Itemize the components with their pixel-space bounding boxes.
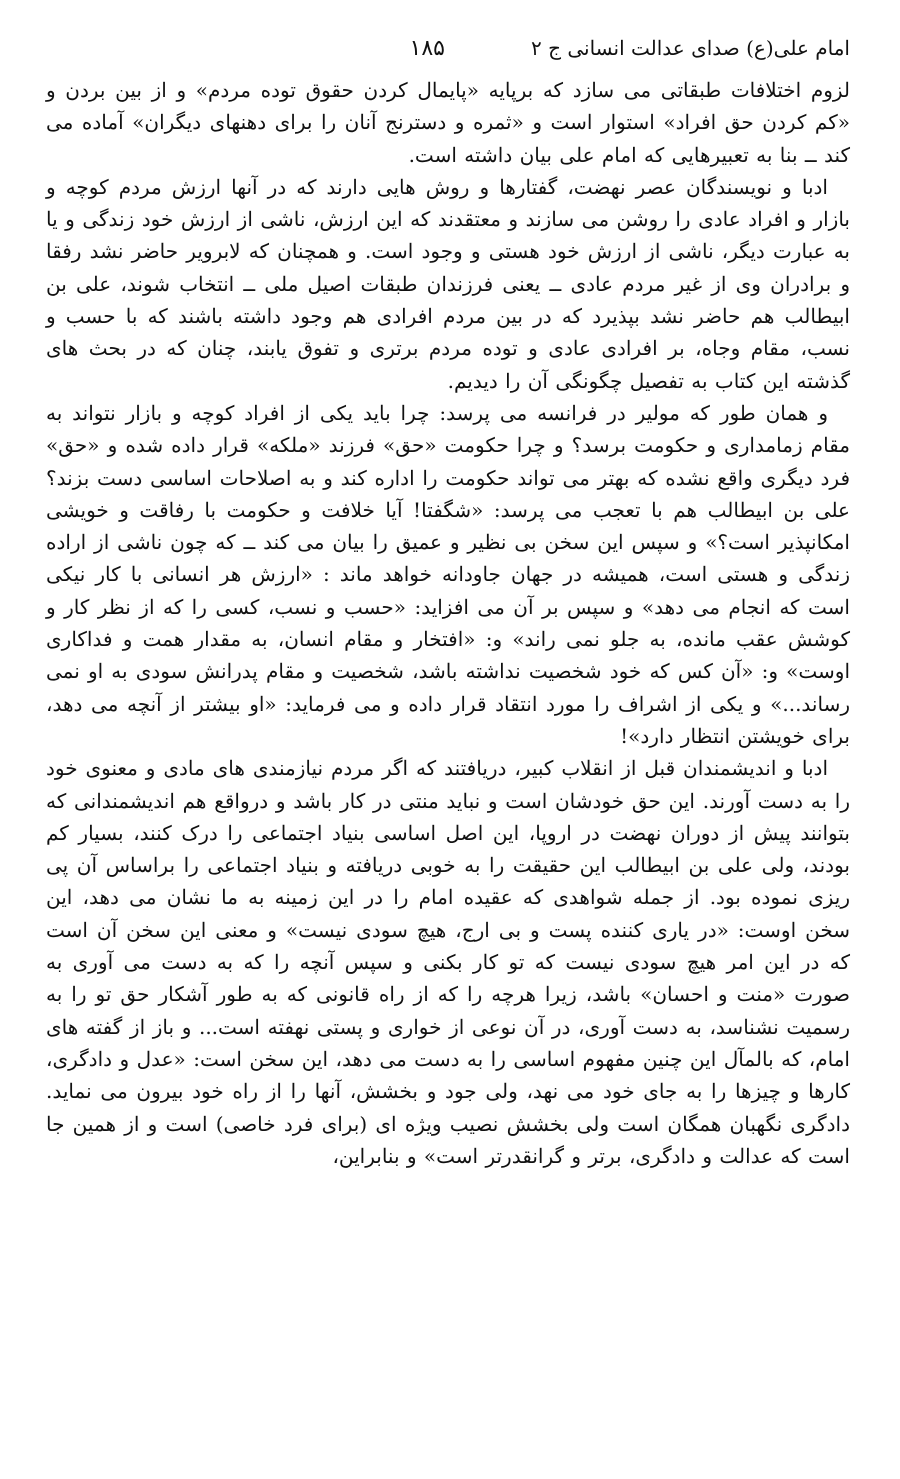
body-text xyxy=(46,74,850,1172)
running-header xyxy=(46,28,850,68)
paragraph-4: ادبا و اندیشمندان قبل از انقلاب کبیر، دریافتند که اگر مردم نیازمندی های مادی و معنوی خود را به دست آورند. این حق خودشان است و نباید منتی در کار باشد و درواقع هم اندیشمندانی که بتوانند پیش از دوران نهضت در اروپا، این اصل اساسی بنیاد اجتماعی را درک کنند، بسیار کم بودند، ولی علی بن ابیطالب این حقیقت را به خوبی دریافته و بنیاد اجتماعی را براساس آن پی ریزی نموده بود. از جمله شواهدی که عقیده امام را در این زمینه به ما نشان می دهد، این سخن اوست: «در یاری کننده پست و بی ارج، هیچ سودی نیست» و معنی این سخن آن است که در این امر هیچ سودی نیست که تو کار بکنی و سپس آنچه را که به دست می آوری به صورت «منت و احسان» باشد، زیرا هرچه را که از راه قانونی که به طور آشکار حق تو را به رسمیت نشناسد، به دست آوری، در آن نوعی از خواری و پستی نهفته است... و باز از گفته های امام، که بالمآل این چنین مفهوم اساسی را به دست می دهد، این سخن است: «عدل و دادگری، کارها و چیزها را به جای خود می نهد، ولی جود و بخشش، آنها را از راه خود بیرون می نماید. دادگری نگهبان همگان است ولی بخشش نصیب ویژه ای (برای فرد خاصی) است و از همین جا است که عدالت و دادگری، برتر و گرانقدرتر است» و بنابراین، xyxy=(46,756,850,1168)
paragraph-2: ادبا و نویسندگان عصر نهضت، گفتارها و روش هایی دارند که در آنها ارزش مردم کوچه و بازار و افراد عادی را روشن می سازند و معتقدند که این ارزش، ناشی از ارزش خود زندگی و یا به عبارت دیگر، ناشی از ارزش خود هستی و وجود است. و همچنان که لابرویر حاضر نشد رفقا و برادران وی از غیر مردم عادی ــ یعنی فرزندان طبقات اصیل ملی ــ انتخاب شوند، علی بن ابیطالب هم حاضر نشد بپذیرد که در بین مردم افرادی هم وجود داشته باشند که با حسب و نسب، مقام وجاه، بر افرادی عادی و توده مردم برتری و تفوق یابند، چنان که در بحث های گذشته این کتاب به تفصیل چگونگی آن را دیدیم. xyxy=(46,174,850,393)
page-number: ۱۸۵ xyxy=(409,35,445,61)
paragraph-1: لزوم اختلافات طبقاتی می سازد که برپایه «پایمال کردن حقوق توده مردم» و از بین بردن و «کم کردن حق افراد» استوار است و «ثمره و دسترنج آنان را برای دهنهای دیگران» آماده می کند ــ بنا به تعبیرهایی که امام علی بیان داشته است. xyxy=(46,78,850,167)
header-title: امام علی(ع) صدای عدالت انسانی ج ۲ xyxy=(530,36,850,60)
paragraph-3: و همان طور که مولیر در فرانسه می پرسد: چرا باید یکی از افراد کوچه و بازار نتواند به مقام زمامداری و حکومت برسد؟ و چرا حکومت «حق» فرزند «ملکه» قرار داده شده و «حق» فرد دیگری واقع نشده که بهتر می تواند حکومت را اداره کند و به اصلاحات اساسی دست بزند؟ علی بن ابیطالب هم با تعجب می پرسد: «شگفتا! آیا خلافت و حکومت با رفاقت و خویشی امکانپذیر است؟» و سپس این سخن بی نظیر و عمیق را بیان می کند ــ که چون ناشی از اراده زندگی و هستی است، همیشه در جهان جاودانه خواهد ماند : «ارزش هر انسانی با کار نیکی است که انجام می دهد» و سپس بر آن می افزاید: «حسب و نسب، کسی را که از نظر کار و کوشش عقب مانده، به جلو نمی راند» و: «افتخار و مقام انسان، به مقدار همت و فداکاری اوست» و: «آن کس که خود شخصیت نداشته باشد، شخصیت و مقام پدرانش سودی به او نمی رساند...» و یکی از اشراف را مورد انتقاد قرار داده و می فرماید: «او بیشتر از آنچه می دهد، برای خویشتن انتظار دارد»! xyxy=(46,400,850,748)
